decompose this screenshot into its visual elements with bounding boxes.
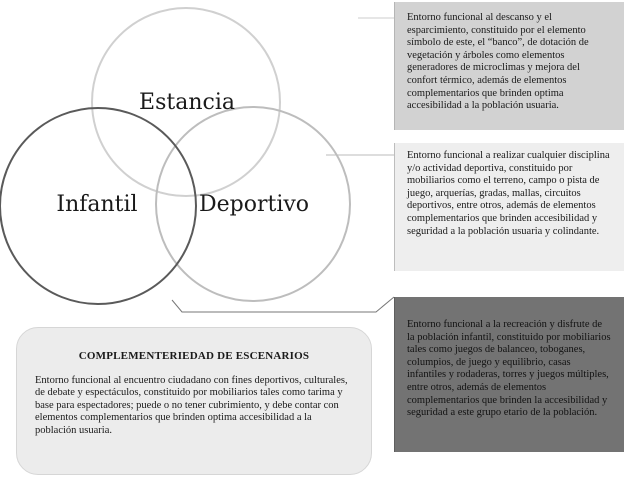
connector-infantil: [172, 297, 394, 312]
estancia-description-box: [394, 2, 624, 130]
complement-box: [16, 327, 372, 475]
complement-title: COMPLEMENTERIEDAD DE ESCENARIOS: [78, 350, 310, 362]
infantil-description-box: [394, 297, 624, 452]
complement-description: Entorno funcional al encuentro ciudadano con fines deportivos, culturales, de debate y espectáculos, constituido por mobiliarios tales como tarima y base para espectadores; puede o no tener cubrimiento, y debe contar con elementos complementarios que brinden optima accesibilidad a la población usuaria.: [35, 374, 348, 436]
estancia-description: Entorno funcional al descanso y el esparcimiento, constituido por el elemento símbolo de este, el “banco”, de dotación de vegetación y árboles como elementos generadores de microclimas y mejora del confort térmico, además de elementos complementarios que brinden optima accesibilidad a la población usuaria.: [407, 12, 589, 112]
estancia-label: Estancia: [139, 90, 235, 115]
infantil-label: Infantil: [56, 192, 138, 217]
deportivo-description: Entorno funcional a realizar cualquier disciplina y/o actividad deportiva, constituido por mobiliarios como el terreno, campo o pista de juego, arquerías, gradas, mallas, circuitos deportivos, entre otros, además de elementos complementarios que brinden accesibilidad y seguridad a la población usuaria y colindante.: [407, 150, 610, 237]
deportivo-label: Deportivo: [198, 192, 310, 217]
deportivo-description-box: [394, 143, 624, 271]
infantil-description: Entorno funcional a la recreación y disfrute de la población infantil, constituido por mobiliarios tales como juegos de balanceo, toboganes, columpios, de juego y equilibrio, casas infantiles y rodaderas, torres y juegos múltiples, entre otros, además de elementos complementarios que brinden la accesibilidad y seguridad a este grupo etario de la población.: [407, 319, 611, 419]
